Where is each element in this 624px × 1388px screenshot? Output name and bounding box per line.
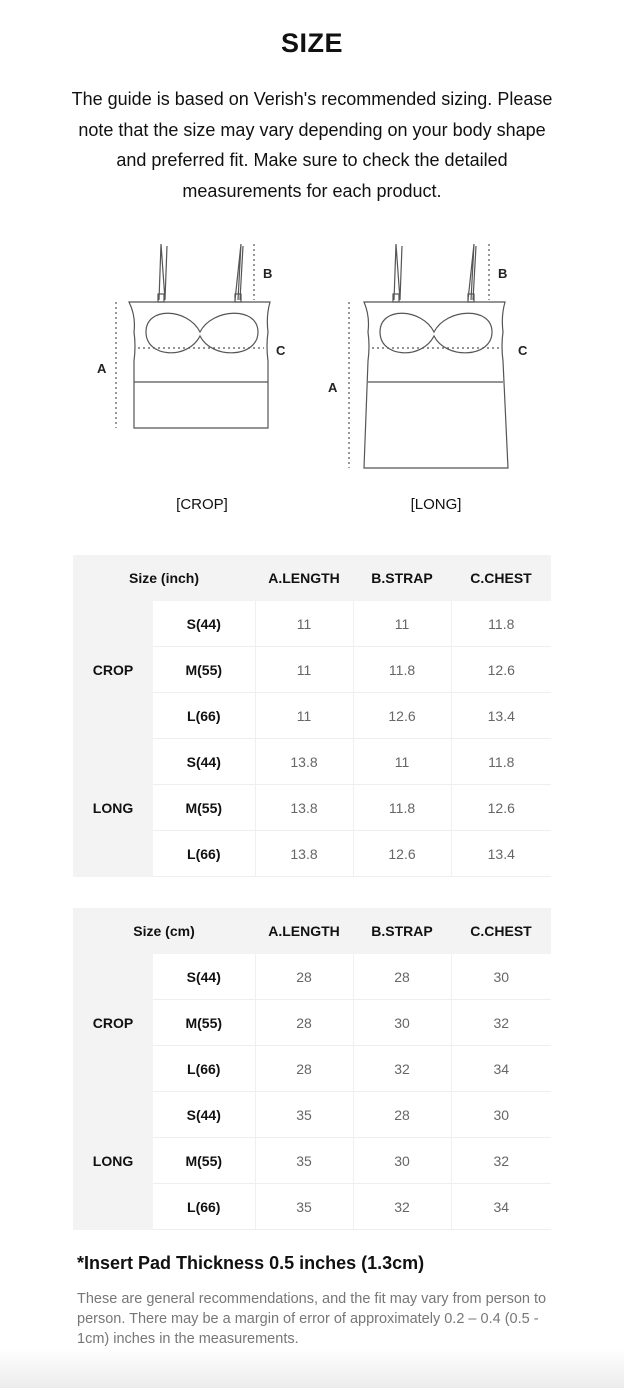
long-garment-illustration	[349, 244, 508, 468]
cell-strap: 32	[353, 1046, 451, 1092]
crop-label: [CROP]	[176, 496, 228, 513]
disclaimer-text: These are general recommendations, and the fit may vary from person to person. There may be a margin of error of approximately 0.2 – 0.4 (0.5 - 1cm) inches in the measurements.	[77, 1291, 547, 1347]
size-label: S(44)	[153, 1092, 255, 1138]
group-crop: CROP	[73, 601, 153, 739]
cell-chest: 34	[451, 1046, 551, 1092]
crop-marker-a: A	[97, 361, 107, 376]
cell-length: 13.8	[255, 785, 353, 831]
cell-strap: 28	[353, 1092, 451, 1138]
cell-chest: 30	[451, 954, 551, 1000]
table-row	[73, 739, 551, 785]
header-size: Size (cm)	[73, 908, 255, 954]
cell-length: 13.8	[255, 739, 353, 785]
size-label: L(66)	[153, 831, 255, 877]
header-chest: C.CHEST	[451, 555, 551, 601]
table-row	[73, 601, 551, 647]
cell-strap: 12.6	[353, 831, 451, 877]
cell-length: 28	[255, 1046, 353, 1092]
cell-chest: 12.6	[451, 785, 551, 831]
header-strap: B.STRAP	[353, 908, 451, 954]
crop-marker-c: C	[276, 343, 286, 358]
header-strap: B.STRAP	[353, 555, 451, 601]
header-length: A.LENGTH	[255, 555, 353, 601]
cell-strap: 11.8	[353, 647, 451, 693]
size-label: L(66)	[153, 1046, 255, 1092]
cell-strap: 30	[353, 1138, 451, 1184]
size-label: M(55)	[153, 785, 255, 831]
cell-length: 28	[255, 954, 353, 1000]
header-chest: C.CHEST	[451, 908, 551, 954]
table-header-row	[73, 555, 551, 601]
cell-length: 11	[255, 693, 353, 739]
cell-chest: 12.6	[451, 647, 551, 693]
cell-length: 35	[255, 1138, 353, 1184]
size-label: S(44)	[153, 739, 255, 785]
cell-length: 35	[255, 1092, 353, 1138]
cell-strap: 11	[353, 739, 451, 785]
long-marker-c: C	[518, 343, 528, 358]
cell-length: 11	[255, 647, 353, 693]
size-label: S(44)	[153, 601, 255, 647]
size-label: M(55)	[153, 1000, 255, 1046]
cell-length: 13.8	[255, 831, 353, 877]
cell-strap: 11.8	[353, 785, 451, 831]
cell-chest: 11.8	[451, 739, 551, 785]
cell-strap: 30	[353, 1000, 451, 1046]
table-header-row	[73, 908, 551, 954]
group-crop: CROP	[73, 954, 153, 1092]
cell-strap: 12.6	[353, 693, 451, 739]
size-label: L(66)	[153, 1184, 255, 1230]
pad-thickness-note: *Insert Pad Thickness 0.5 inches (1.3cm)	[77, 1253, 425, 1273]
size-table-cm	[73, 908, 551, 1230]
cell-chest: 32	[451, 1138, 551, 1184]
cell-length: 11	[255, 601, 353, 647]
page-title: SIZE	[280, 28, 343, 58]
header-size: Size (inch)	[73, 555, 255, 601]
cell-length: 28	[255, 1000, 353, 1046]
crop-marker-b: B	[263, 266, 273, 281]
cell-chest: 13.4	[451, 831, 551, 877]
cell-strap: 11	[353, 601, 451, 647]
group-long: LONG	[73, 1092, 153, 1230]
cell-chest: 30	[451, 1092, 551, 1138]
long-marker-a: A	[328, 380, 338, 395]
size-label: L(66)	[153, 693, 255, 739]
intro-text: The guide is based on Verish's recommended sizing. Please note that the size may vary depending on your body shape and preferred fit. Make sure to check the detailed measurements for each product.	[71, 89, 553, 201]
table-row	[73, 1092, 551, 1138]
table-row	[73, 954, 551, 1000]
long-marker-b: B	[498, 266, 508, 281]
size-label: M(55)	[153, 647, 255, 693]
crop-garment-illustration	[116, 244, 273, 428]
garment-diagram	[88, 236, 548, 476]
cell-chest: 34	[451, 1184, 551, 1230]
size-table-inch	[73, 555, 551, 877]
cell-length: 35	[255, 1184, 353, 1230]
bottom-fade	[0, 1348, 624, 1388]
cell-chest: 13.4	[451, 693, 551, 739]
header-length: A.LENGTH	[255, 908, 353, 954]
group-long: LONG	[73, 739, 153, 877]
cell-strap: 28	[353, 954, 451, 1000]
size-label: S(44)	[153, 954, 255, 1000]
size-label: M(55)	[153, 1138, 255, 1184]
cell-chest: 32	[451, 1000, 551, 1046]
cell-chest: 11.8	[451, 601, 551, 647]
cell-strap: 32	[353, 1184, 451, 1230]
long-label: [LONG]	[410, 496, 462, 513]
